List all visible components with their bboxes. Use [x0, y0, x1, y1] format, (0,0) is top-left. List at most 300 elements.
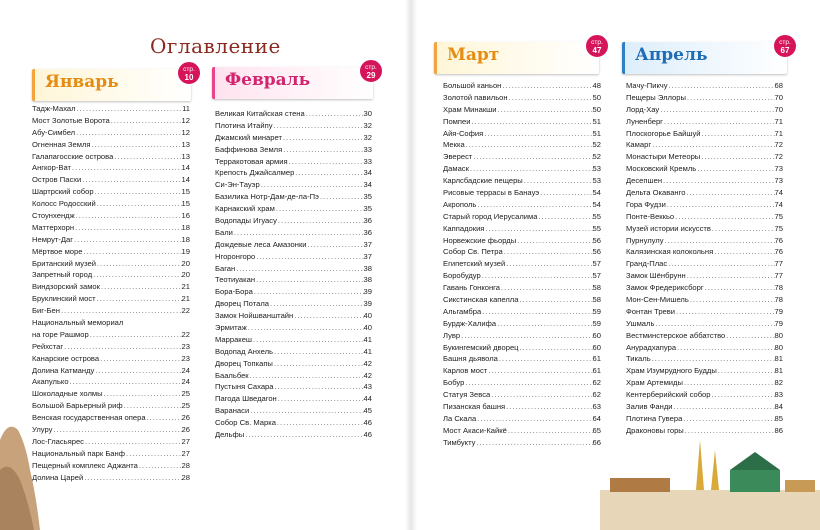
entry-title: Бурдж-Халифа [443, 318, 497, 328]
toc-entry [32, 186, 190, 198]
entry-title: Камарг [626, 140, 652, 150]
entry-page: 54 [592, 199, 601, 209]
dot-leader [700, 151, 774, 163]
entry-page: 30 [363, 109, 372, 118]
toc-entry [626, 246, 783, 258]
dot-leader [273, 358, 364, 370]
entry-title: Айя-София [443, 128, 484, 138]
toc-entry [443, 80, 601, 92]
dot-leader [282, 132, 364, 144]
entry-title: Теотиуакан [215, 275, 256, 285]
dot-leader [651, 353, 775, 365]
dot-leader [508, 92, 593, 104]
toc-entry [626, 413, 783, 425]
toc-entry [32, 151, 190, 163]
toc-entry [443, 139, 601, 151]
toc-entry [32, 329, 190, 341]
toc-entry [443, 223, 601, 235]
entry-title: Музей истории искусств [626, 223, 711, 233]
entry-title: Каппадокия [443, 223, 485, 233]
entry-title: Шоколадные холмы [32, 389, 103, 399]
dot-leader [663, 116, 775, 128]
entry-title: Мон-Сен-Мишель [626, 295, 689, 305]
month-title: Март [447, 45, 500, 65]
dot-leader [651, 139, 774, 151]
entry-page: 75 [774, 211, 783, 221]
toc-entry [626, 116, 783, 128]
entry-title: Виндзорский замок [32, 282, 100, 292]
entry-title: Терракотовая армия [215, 156, 288, 166]
entry-title: Помпеи [443, 116, 471, 126]
dot-leader [60, 305, 182, 317]
entry-title: Пурнулулу [626, 235, 664, 245]
dot-leader [668, 80, 775, 92]
dot-leader [518, 294, 592, 306]
toc-entry [215, 370, 372, 382]
entry-title: Канарские острова [32, 353, 100, 363]
entry-page: 24 [181, 377, 190, 387]
dot-leader [490, 389, 592, 401]
entry-title: Тимбукту [443, 437, 476, 447]
entry-title: Акрополь [443, 199, 477, 209]
dot-leader [501, 80, 592, 92]
entry-page: 85 [774, 413, 783, 423]
entry-title: Базилика Нотр-Дам-де-ла-Пэ [215, 192, 319, 202]
dot-leader [110, 115, 182, 127]
dot-leader [92, 269, 181, 281]
entry-title: Гранд-Плас [626, 259, 668, 269]
toc-entry [443, 365, 601, 377]
toc-entry [32, 472, 190, 484]
entry-page: 66 [592, 437, 601, 447]
dot-leader [654, 318, 774, 330]
dot-leader [247, 322, 364, 334]
entry-title: Великая Китайская стена [215, 109, 305, 118]
toc-entry [626, 139, 783, 151]
entry-page: 56 [592, 235, 601, 245]
toc-entry [215, 191, 372, 203]
toc-entry [626, 282, 783, 294]
toc-entry [443, 342, 601, 354]
entry-page: 27 [181, 448, 190, 458]
dot-leader [539, 187, 592, 199]
entry-page: 51 [592, 128, 601, 138]
entry-title: Нгоронгоро [215, 251, 256, 261]
toc-entry [32, 317, 190, 329]
toc-entry [32, 234, 190, 246]
dot-leader [481, 270, 593, 282]
banner-february [212, 64, 377, 99]
entry-title: Тадж-Махал [32, 104, 76, 113]
toc-entry [626, 187, 783, 199]
entry-page: 53 [592, 176, 601, 186]
entry-page: 72 [774, 152, 783, 162]
entry-title: Лувр [443, 330, 461, 340]
entry-page: 23 [181, 353, 190, 363]
dot-leader [307, 239, 364, 251]
entry-page: 55 [592, 211, 601, 221]
dot-leader [519, 342, 593, 354]
dot-leader [676, 342, 774, 354]
entry-page: 60 [592, 342, 601, 352]
entry-title: Понте-Веккьо [626, 211, 675, 221]
dot-leader [667, 258, 774, 270]
toc-entry [215, 274, 372, 286]
entry-title: Плоскогорье Байшуй [626, 128, 701, 138]
entry-page: 59 [592, 306, 601, 316]
entry-title: Залив Фанди [626, 402, 673, 412]
entry-page: 75 [774, 223, 783, 233]
toc-entry [215, 393, 372, 405]
dot-leader [496, 104, 592, 116]
entry-page: 38 [363, 263, 372, 273]
dot-leader [507, 425, 593, 437]
dot-leader [244, 429, 363, 441]
entry-page: 14 [181, 175, 190, 185]
dot-leader [503, 246, 593, 258]
toc-entry [215, 417, 372, 429]
entry-title: Марракеш [215, 334, 253, 344]
entry-page: 72 [774, 140, 783, 150]
toc-entry [32, 103, 190, 115]
entry-title: Стоунхендж [32, 211, 75, 221]
entry-page: 15 [181, 187, 190, 197]
toc-entry [626, 175, 783, 187]
toc-entry [443, 353, 601, 365]
entry-title: Шартрский собор [32, 187, 94, 197]
entry-title: Дельта Окаванго [626, 188, 686, 198]
entry-page: 33 [363, 156, 372, 166]
dot-leader [470, 116, 592, 128]
entry-title: Храм Изумрудного Будды [626, 366, 717, 376]
entry-page: 32 [363, 132, 372, 142]
toc-entry [626, 104, 783, 116]
entry-page: 36 [363, 227, 372, 237]
toc-entry [626, 353, 783, 365]
dot-leader [294, 167, 363, 179]
dot-leader [94, 186, 182, 198]
entry-title: Пагода Шведагон [215, 394, 277, 404]
toc-entry [32, 210, 190, 222]
entry-title: Луненберг [626, 116, 663, 126]
entry-title: Бора-Бора [215, 287, 253, 297]
entry-page: 61 [592, 354, 601, 364]
toc-entry [32, 436, 190, 448]
dot-leader [81, 174, 181, 186]
dot-leader [75, 210, 182, 222]
entry-title: Британский музей [32, 258, 96, 268]
dot-leader [476, 199, 592, 211]
toc-entry [626, 389, 783, 401]
entry-title: Замок Шёнбрунн [626, 271, 686, 281]
dot-leader [255, 251, 363, 263]
entry-page: 34 [363, 180, 372, 190]
dot-leader [725, 330, 774, 342]
entry-page: 74 [774, 199, 783, 209]
entry-title: Огненная Земля [32, 139, 91, 149]
entry-title: на горе Рашмор [32, 329, 89, 339]
entry-title: Долина Катманду [32, 365, 95, 375]
dot-leader [252, 334, 364, 346]
dot-leader [52, 424, 181, 436]
dot-leader [686, 270, 775, 282]
toc-entry [32, 198, 190, 210]
dot-leader [469, 163, 593, 175]
entry-page: 81 [774, 366, 783, 376]
book-spine [405, 0, 417, 530]
dot-leader [100, 281, 182, 293]
entry-title: Пещеры Эллоры [626, 92, 686, 102]
dot-leader [711, 223, 775, 235]
dot-leader [71, 162, 182, 174]
dot-leader [233, 227, 364, 239]
dot-leader [275, 203, 364, 215]
entry-page: 50 [592, 104, 601, 114]
entry-page: 24 [181, 365, 190, 375]
toc-entry [215, 167, 372, 179]
dot-leader [125, 448, 182, 460]
entry-page: 37 [363, 239, 372, 249]
entry-page: 26 [181, 413, 190, 423]
toc-entry [443, 116, 601, 128]
toc-entry [443, 401, 601, 413]
entry-title: Мост Акаси-Кайкё [443, 425, 507, 435]
toc-entry [626, 80, 783, 92]
toc-entry [443, 211, 601, 223]
entry-title: Дождевые леса Амазонки [215, 239, 307, 249]
entry-title: Рисовые террасы в Банауэ [443, 188, 540, 198]
dot-leader [73, 234, 182, 246]
entry-title: Храм Минакши [443, 104, 497, 114]
entry-title: Карнакский храм [215, 204, 275, 214]
entry-page: 55 [592, 223, 601, 233]
dot-leader [319, 191, 364, 203]
dot-leader [476, 413, 592, 425]
toc-entry [32, 258, 190, 270]
dot-leader [75, 127, 181, 139]
toc-entry [32, 448, 190, 460]
entry-title: Венская государственная опера [32, 413, 146, 423]
dot-leader [288, 156, 364, 168]
dot-leader [675, 306, 775, 318]
dot-leader [496, 318, 592, 330]
toc-entry [443, 151, 601, 163]
entry-title: Калязинская колокольня [626, 247, 714, 257]
entry-page: 28 [181, 472, 190, 482]
entry-page: 61 [592, 366, 601, 376]
entry-title: Бобур [443, 378, 465, 388]
entry-page: 14 [181, 163, 190, 173]
toc-entry [32, 127, 190, 139]
entry-page: 22 [181, 306, 190, 316]
entry-page: 32 [363, 120, 372, 130]
page-badge: стр. 10 [177, 61, 201, 85]
toc-entry [626, 342, 783, 354]
toc-entry [215, 286, 372, 298]
toc-entry [32, 412, 190, 424]
dot-leader [711, 389, 775, 401]
entry-title: Тикаль [626, 354, 651, 364]
toc-entry [443, 413, 601, 425]
entry-page: 79 [774, 306, 783, 316]
dot-leader [146, 412, 182, 424]
dot-leader [277, 215, 364, 227]
entry-page: 57 [592, 271, 601, 281]
entry-title: Национальный мемориал [32, 318, 124, 328]
dot-leader [674, 211, 774, 223]
dot-leader [662, 175, 775, 187]
entry-title: Замок Фредериксборг [626, 283, 704, 293]
dot-leader [82, 246, 181, 258]
toc-entry [215, 310, 372, 322]
entry-title: Статуя Зевса [443, 390, 491, 400]
entry-title: Золотой павильон [443, 92, 508, 102]
entry-page: 53 [592, 164, 601, 174]
entry-page: 62 [592, 378, 601, 388]
entry-title: Дворец Потала [215, 299, 270, 309]
dot-leader [277, 393, 364, 405]
entry-title: Баффинова Земля [215, 144, 283, 154]
entry-page: 78 [774, 283, 783, 293]
entry-title: Галапагосские острова [32, 151, 114, 161]
toc-entry [443, 163, 601, 175]
dot-leader [63, 341, 181, 353]
dot-leader [460, 330, 592, 342]
toc-entry [215, 132, 372, 144]
toc-entry [443, 235, 601, 247]
entry-title: Сикстинская капелла [443, 295, 519, 305]
toc-entry [626, 377, 783, 389]
entry-page: 44 [363, 394, 372, 404]
entry-title: Улуру [32, 425, 53, 435]
entry-page: 34 [363, 168, 372, 178]
entry-title: Запретный город [32, 270, 93, 280]
dot-leader [260, 179, 364, 191]
entry-page: 60 [592, 330, 601, 340]
dot-leader [659, 104, 774, 116]
entry-title: Эверест [443, 152, 473, 162]
entry-page: 62 [592, 390, 601, 400]
entry-page: 25 [181, 401, 190, 411]
entry-page: 18 [181, 222, 190, 232]
entry-page: 51 [592, 116, 601, 126]
entry-title: Боробудур [443, 271, 481, 281]
month-title: Апрель [635, 45, 708, 65]
toc-entry [443, 389, 601, 401]
entry-title: Остров Пасхи [32, 175, 82, 185]
dot-leader [717, 365, 775, 377]
toc-entry [215, 179, 372, 191]
toc-entry [215, 203, 372, 215]
entry-page: 42 [363, 358, 372, 368]
entry-page: 21 [181, 282, 190, 292]
toc-entry [32, 353, 190, 365]
entry-page: 13 [181, 151, 190, 161]
rock-illustration [0, 400, 40, 530]
entry-title: Башня дьявола [443, 354, 498, 364]
toc-entry [215, 358, 372, 370]
dot-leader [505, 258, 592, 270]
entry-page: 74 [774, 188, 783, 198]
toc-entry [32, 400, 190, 412]
page-title: Оглавление [150, 34, 281, 58]
entry-page: 59 [592, 318, 601, 328]
entry-page: 41 [363, 334, 372, 344]
entry-page: 15 [181, 199, 190, 209]
toc-entry [626, 258, 783, 270]
entry-title: Замок Нойшванштайн [215, 311, 294, 321]
toc-entry [32, 365, 190, 377]
entry-title: Рейхстаг [32, 341, 64, 351]
entry-title: Драконовы горы [626, 425, 684, 435]
toc-entry [443, 425, 601, 437]
dot-leader [249, 370, 364, 382]
entry-title: Мачу-Пикчу [626, 81, 668, 90]
entry-title: Дельфы [215, 430, 245, 440]
entries-january [32, 103, 190, 484]
toc-entry [626, 223, 783, 235]
page-badge: стр. 47 [585, 34, 609, 58]
entry-page: 40 [363, 323, 372, 333]
toc-entry [32, 460, 190, 472]
toc-entry [443, 128, 601, 140]
entry-page: 76 [774, 247, 783, 257]
entry-page: 23 [181, 341, 190, 351]
entries-march [443, 80, 601, 449]
toc-entry [626, 270, 783, 282]
entry-title: Альгамбра [443, 306, 482, 316]
month-title: Январь [45, 72, 119, 92]
entry-title: Норвежские фьорды [443, 235, 517, 245]
entry-page: 57 [592, 259, 601, 269]
dot-leader [487, 365, 592, 377]
entry-title: Гора Фудзи [626, 199, 666, 209]
entry-page: 40 [363, 311, 372, 321]
entry-page: 39 [363, 287, 372, 297]
entry-title: Ушмаль [626, 318, 655, 328]
entry-title: Старый город Иерусалима [443, 211, 538, 221]
dot-leader [701, 128, 775, 140]
entries-february [215, 108, 372, 441]
entry-title: Крепость Джайсалмер [215, 168, 295, 178]
entry-page: 64 [592, 413, 601, 423]
entry-page: 20 [181, 270, 190, 280]
entry-page: 77 [774, 259, 783, 269]
entries-april [626, 80, 783, 437]
banner-january [32, 66, 195, 101]
dot-leader [305, 108, 364, 120]
entry-title: Биг-Бен [32, 306, 60, 316]
toc-entry [32, 162, 190, 174]
entry-page: 76 [774, 235, 783, 245]
entry-title: Акапулько [32, 377, 69, 387]
dot-leader [484, 223, 592, 235]
toc-entry [443, 246, 601, 258]
entry-title: Храм Артемиды [626, 378, 683, 388]
entry-page: 21 [181, 294, 190, 304]
toc-entry [32, 305, 190, 317]
entry-page: 27 [181, 436, 190, 446]
dot-leader [249, 405, 363, 417]
toc-entry [626, 401, 783, 413]
dot-leader [682, 413, 774, 425]
entry-page: 18 [181, 234, 190, 244]
toc-entry [32, 293, 190, 305]
dot-leader [91, 139, 182, 151]
dot-leader [475, 437, 592, 449]
toc-entry [215, 429, 372, 441]
dot-leader [138, 460, 182, 472]
